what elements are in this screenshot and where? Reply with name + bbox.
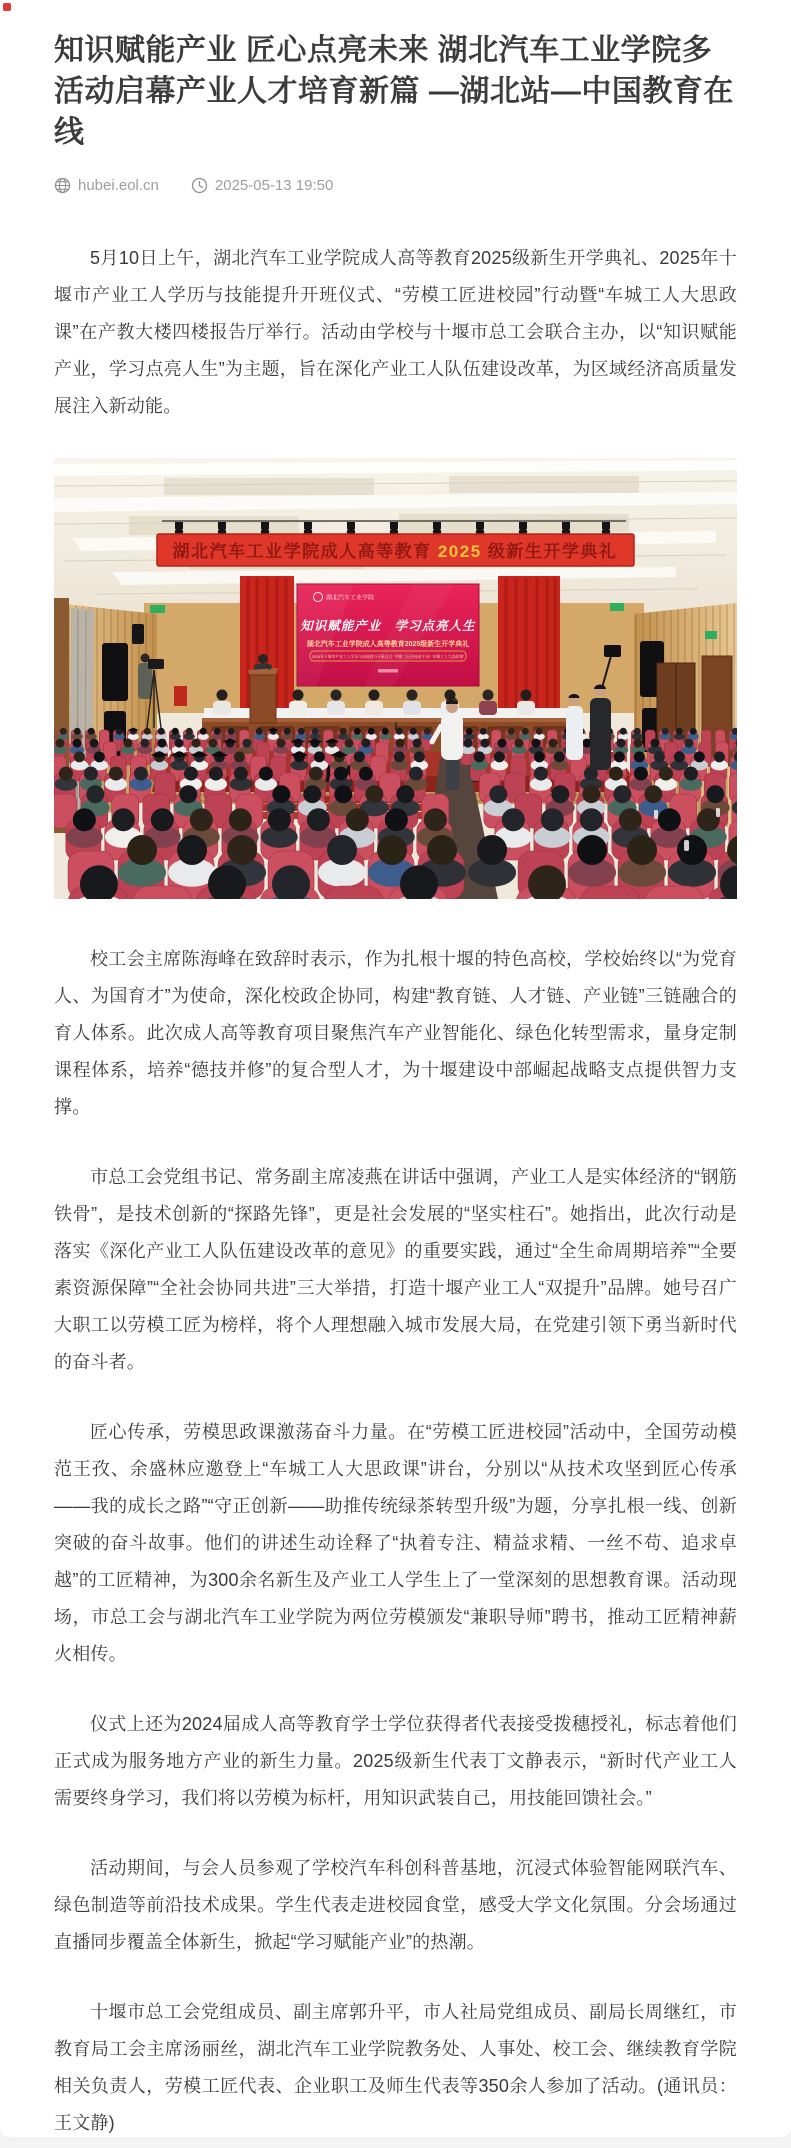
- source-item: [54, 177, 159, 194]
- screen-slogan-left: 知识赋能产业: [300, 618, 382, 633]
- banner-text-year: 2025: [437, 542, 482, 561]
- svg-text:湖北汽车工业学院成人高等教育 2: [173, 541, 618, 561]
- paragraph: 校工会主席陈海峰在致辞时表示，作为扎根十堰的特色高校，学校始终以“为党育人、为国育才”为使命，深化校政企协同，构建“教育链、人才链、产业链”三链融合的育人体系。此次成人高等教育项目聚焦汽车产业智能化、绿色化转型需求，量身定制课程体系，培养“德技并修”的复合型人才，为十堰建设中部崛起战略支点提供智力支撑。: [54, 949, 737, 1117]
- banner-text-post: 级新生开学典礼: [487, 542, 618, 561]
- banner-text-pre: 湖北汽车工业学院成人高等教育: [172, 542, 432, 561]
- screen-line3: 2025年十堰市产业工人学历与技能提升开班仪式 “劳模工匠进校园”行动 “车城工人大思政课”: [311, 655, 465, 659]
- article-title: 知识赋能产业 匠心点亮未来 湖北汽车工业学院多活动启幕产业人才培育新篇 —湖北站—中国教育在线: [54, 34, 734, 149]
- paragraph: 仪式上还为2024届成人高等教育学士学位获得者代表接受拨穗授礼，标志着他们正式成为服务地方产业的新生力量。2025级新生代表丁文静表示，“新时代产业工人需要终身学习，我们将以劳模为标杆，用知识武装自己，用技能回馈社会。”: [54, 1714, 737, 1808]
- screen-subtitle: 湖北汽车工业学院成人高等教育2025级新生开学典礼: [306, 641, 470, 648]
- source-label: hubei.eol.cn: [78, 177, 159, 194]
- article-meta: [54, 175, 737, 196]
- paragraph: 市总工会党组书记、常务副主席凌燕在讲话中强调，产业工人是实体经济的“钢筋铁骨”，是技术创新的“探路先锋”，更是社会发展的“坚实柱石”。她指出，此次行动是落实《深化产业工人队伍建设改革的意见》的重要实践，通过“全生命周期培养”“全要素资源保障”“全社会协同共进”三大举措，打造十堰产业工人“双提升”品牌。她号召广大职工以劳模工匠为榜样，将个人理想融入城市发展大局，在党建引领下勇当新时代的奋斗者。: [54, 1167, 737, 1372]
- globe-icon: [54, 177, 71, 194]
- screen-slogan-right: 学习点亮人生: [394, 618, 476, 633]
- publish-time-item: [191, 177, 333, 194]
- paragraph: 匠心传承，劳模思政课激荡奋斗力量。在“劳模工匠进校园”活动中，全国劳动模范王孜、余盛林应邀登上“车城工人大思政课”讲台，分别以“从技术攻坚到匠心传承——我的成长之路”“守正创新——助推传统绿茶转型升级”为题，分享扎根一线、创新突破的奋斗故事。他们的讲述生动诠释了“执着专注、精益求精、一丝不苟、追求卓越”的工匠精神，为300余名新生及产业工人学生上了一堂深刻的思想教育课。活动现场，市总工会与湖北汽车工业学院为两位劳模颁发“兼职导师”聘书，推动工匠精神薪火相传。: [54, 1422, 737, 1664]
- auditorium-scene: [54, 458, 737, 899]
- red-marker-dot: [3, 3, 11, 11]
- event-photo: [54, 458, 737, 899]
- paragraph: 5月10日上午，湖北汽车工业学院成人高等教育2025级新生开学典礼、2025年十堰市产业工人学历与技能提升开班仪式、“劳模工匠进校园”行动暨“车城工人大思政课”在产教大楼四楼报告厅举行。活动由学校与十堰市总工会联合主办，以“知识赋能产业，学习点亮人生”为主题，旨在深化产业工人队伍建设改革，为区域经济高质量发展注入新动能。: [54, 248, 737, 416]
- paragraph: 活动期间，与会人员参观了学校汽车科创科普基地，沉浸式体验智能网联汽车、绿色制造等前沿技术成果。学生代表走进校园食堂，感受大学文化氛围。分会场通过直播同步覆盖全体新生，掀起“学习赋能产业”的热潮。: [54, 1858, 737, 1952]
- paragraph: 十堰市总工会党组成员、副主席郭升平，市人社局党组成员、副局长周继红，市教育局工会主席汤丽丝，湖北汽车工业学院教务处、人事处、校工会、继续教育学院相关负责人，劳模工匠代表、企业职工及师生代表等350余人参加了活动。(通讯员：王文静): [54, 2002, 737, 2133]
- audience: [54, 728, 737, 899]
- screen-logo-text: 湖北汽车工业学院: [326, 595, 375, 602]
- led-banner: [157, 534, 634, 566]
- clock-icon: [191, 177, 208, 194]
- publish-time-label: 2025-05-13 19:50: [214, 177, 334, 194]
- led-screen: [297, 584, 479, 686]
- article-body: [54, 240, 737, 2137]
